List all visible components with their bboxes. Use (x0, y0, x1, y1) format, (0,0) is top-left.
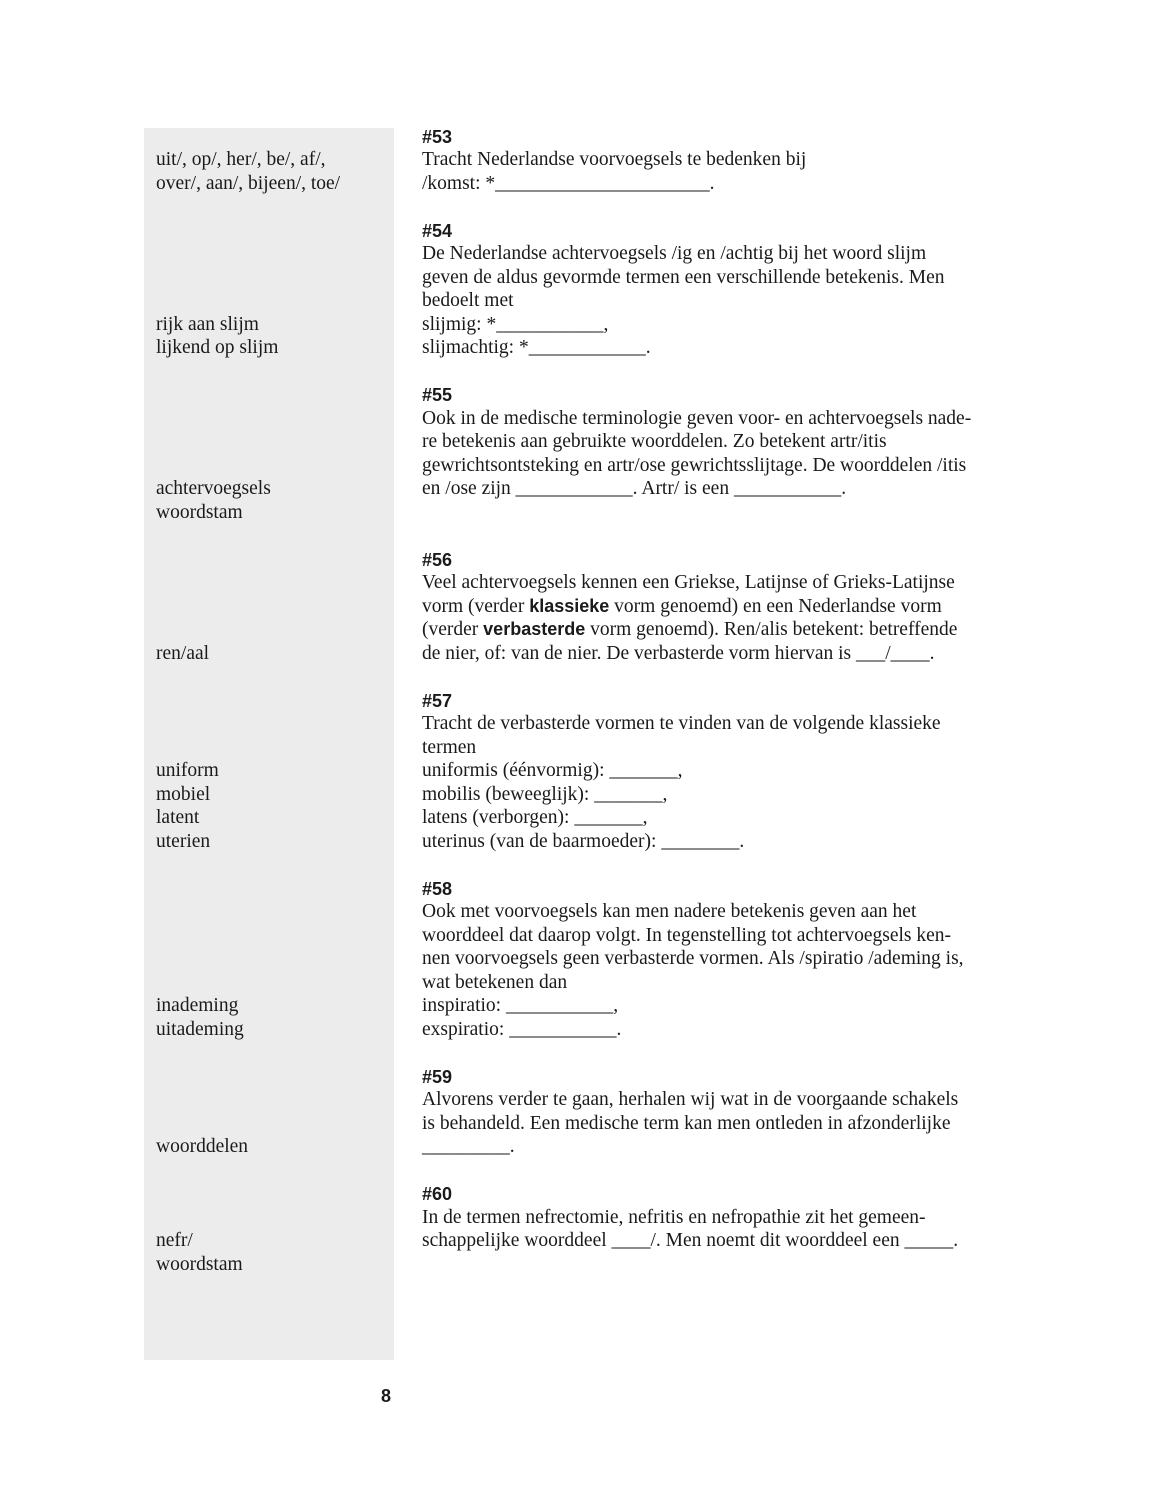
exercise-54-line: De Nederlandse achtervoegsels /ig en /achtig bij het woord slijm (422, 243, 927, 264)
text-segment: (verder (422, 619, 484, 640)
exercise-57-line: uterinus (van de baarmoeder): ________. (422, 831, 745, 852)
exercise-54-line: bedoelt met (422, 290, 514, 311)
exercise-60-number: #60 (422, 1184, 453, 1204)
exercise-59-line: _________. (422, 1136, 515, 1157)
exercise-53-number: #53 (422, 127, 453, 147)
exercise-55-line: re betekenis aan gebruikte woorddelen. Zo betekent artr/itis (422, 431, 887, 452)
answer-57-line-2: mobiel (156, 784, 211, 805)
exercise-59-line: Alvorens verder te gaan, herhalen wij wat in de voorgaande schakels (422, 1089, 959, 1110)
exercise-58-line: nen voorvoegsels geen verbasterde vormen. Als /spiratio /ademing is, (422, 948, 964, 969)
exercise-56-line: Veel achtervoegsels kennen een Griekse, Latijnse of Grieks-Latijnse (422, 572, 955, 593)
answer-55-line-1: achtervoegsels (156, 478, 271, 499)
exercise-60-line: schappelijke woorddeel ____/. Men noemt dit woorddeel een _____. (422, 1230, 959, 1251)
answer-54-line-2: lijkend op slijm (156, 337, 279, 358)
exercise-60-line: In de termen nefrectomie, nefritis en nefropathie zit het gemeen- (422, 1207, 926, 1228)
exercise-58-line: woorddeel dat daarop volgt. In tegenstelling tot achtervoegsels ken- (422, 925, 952, 946)
exercise-54-line: slijmachtig: *____________. (422, 337, 651, 358)
exercise-56-number: #56 (422, 550, 453, 570)
text-segment: vorm genoemd) en een Nederlandse vorm (609, 596, 942, 617)
exercise-53-line: /komst: *______________________. (422, 173, 715, 194)
page-number: 8 (380, 1386, 391, 1406)
term-klassieke: klassieke (529, 596, 610, 616)
exercise-55-line: en /ose zijn ____________. Artr/ is een ___________. (422, 478, 847, 499)
answer-57-line-4: uterien (156, 831, 211, 852)
term-verbasterde: verbasterde (483, 619, 586, 639)
exercise-57-line: uniformis (éénvormig): _______, (422, 760, 683, 781)
exercise-56-line (422, 618, 957, 642)
answer-58-line-2: uitademing (156, 1019, 244, 1040)
answer-54-line-1: rijk aan slijm (156, 314, 259, 335)
exercise-55-line: gewrichtsontsteking en artr/ose gewrichtsslijtage. De woorddelen /itis (422, 455, 967, 476)
exercise-55-number: #55 (422, 385, 453, 405)
exercise-53-line: Tracht Nederlandse voorvoegsels te bedenken bij (422, 149, 807, 170)
answer-58-line-1: inademing (156, 995, 239, 1016)
exercise-58-number: #58 (422, 879, 453, 899)
text-segment: vorm genoemd). Ren/alis betekent: betreffende (585, 619, 958, 640)
exercise-56-line: de nier, of: van de nier. De verbasterde vorm hiervan is ___/____. (422, 643, 935, 664)
exercise-59-number: #59 (422, 1067, 453, 1087)
text-segment: vorm (verder (422, 596, 530, 617)
answer-56-line-1: ren/aal (156, 643, 210, 664)
exercise-59-line: is behandeld. Een medische term kan men ontleden in afzonderlijke (422, 1113, 951, 1134)
exercise-54-line: geven de aldus gevormde termen een verschillende betekenis. Men (422, 267, 945, 288)
exercise-58-line: exspiratio: ___________. (422, 1019, 622, 1040)
answer-55-line-2: woordstam (156, 502, 243, 523)
exercise-56-line (422, 595, 942, 619)
exercise-54-line: slijmig: *___________, (422, 314, 609, 335)
answer-53-line-2: over/, aan/, bijeen/, toe/ (156, 173, 341, 194)
exercise-57-line: termen (422, 737, 477, 758)
answer-59-line-1: woorddelen (156, 1136, 249, 1157)
exercise-57-line: Tracht de verbasterde vormen te vinden van de volgende klassieke (422, 713, 941, 734)
exercise-57-number: #57 (422, 691, 453, 711)
answer-60-line-2: woordstam (156, 1254, 243, 1275)
answer-53-line-1: uit/, op/, her/, be/, af/, (156, 149, 326, 170)
answer-60-line-1: nefr/ (156, 1230, 193, 1251)
exercise-54-number: #54 (422, 221, 453, 241)
answer-57-line-1: uniform (156, 760, 219, 781)
exercise-58-line: Ook met voorvoegsels kan men nadere betekenis geven aan het (422, 901, 917, 922)
answer-57-line-3: latent (156, 807, 200, 828)
exercise-55-line: Ook in de medische terminologie geven voor- en achtervoegsels nade- (422, 408, 972, 429)
exercise-58-line: inspiratio: ___________, (422, 995, 619, 1016)
exercise-58-line: wat betekenen dan (422, 972, 568, 993)
exercise-57-line: latens (verborgen): _______, (422, 807, 648, 828)
exercise-57-line: mobilis (beweeglijk): _______, (422, 784, 668, 805)
